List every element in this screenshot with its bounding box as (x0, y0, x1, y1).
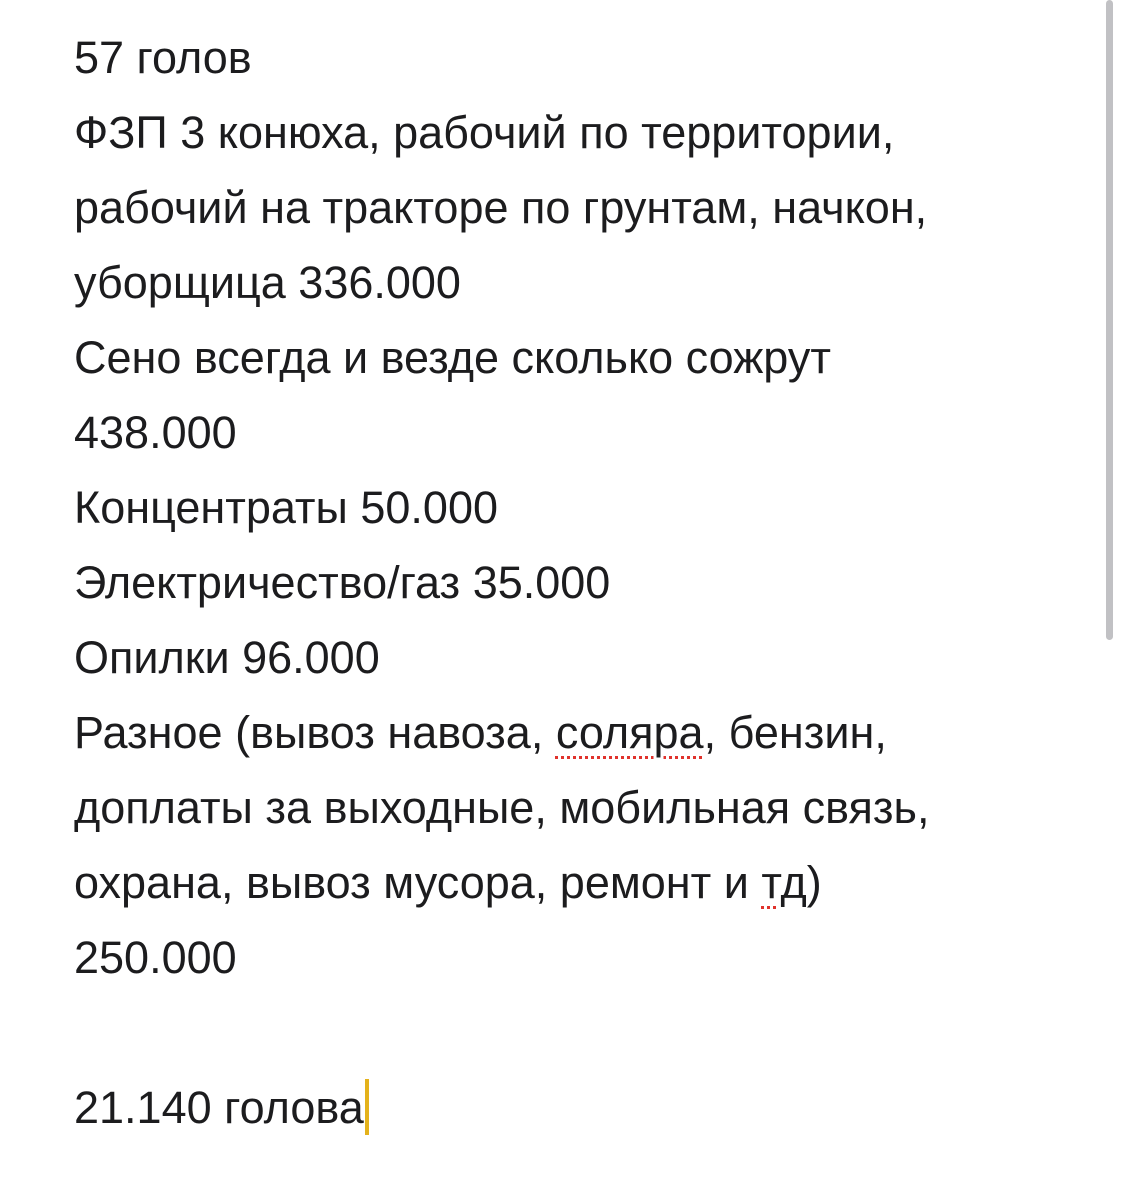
note-line: Сено всегда и везде сколько сожрут (74, 332, 831, 383)
note-line (74, 1070, 1074, 1145)
note-line: Концентраты 50.000 (74, 482, 499, 533)
note-line: уборщица 336.000 (74, 257, 461, 308)
note-text: , бензин, (703, 707, 887, 758)
note-line (74, 845, 1074, 920)
note-text: ) (806, 857, 822, 908)
note-line: 57 голов (74, 32, 252, 83)
note-text: 21.140 голова (74, 1082, 364, 1133)
text-caret (365, 1079, 369, 1135)
note-line: Электричество/газ 35.000 (74, 557, 611, 608)
blank-line (74, 995, 1074, 1070)
note-line: 250.000 (74, 932, 237, 983)
misspelled-word[interactable]: соляра (555, 707, 704, 758)
note-text: охрана, вывоз мусора, ремонт и (74, 857, 762, 908)
note-line (74, 695, 1074, 770)
note-text: Разное (вывоз навоза, (74, 707, 556, 758)
note-line: 438.000 (74, 407, 237, 458)
note-line: доплаты за выходные, мобильная связь, (74, 782, 930, 833)
note-line: Опилки 96.000 (74, 632, 380, 683)
note-editor[interactable] (74, 20, 1074, 1145)
note-line: ФЗП 3 конюха, рабочий по территории, (74, 107, 895, 158)
note-line: рабочий на тракторе по грунтам, начкон, (74, 182, 928, 233)
misspelled-word[interactable]: тд (761, 857, 807, 908)
vertical-scrollbar[interactable] (1106, 0, 1113, 640)
